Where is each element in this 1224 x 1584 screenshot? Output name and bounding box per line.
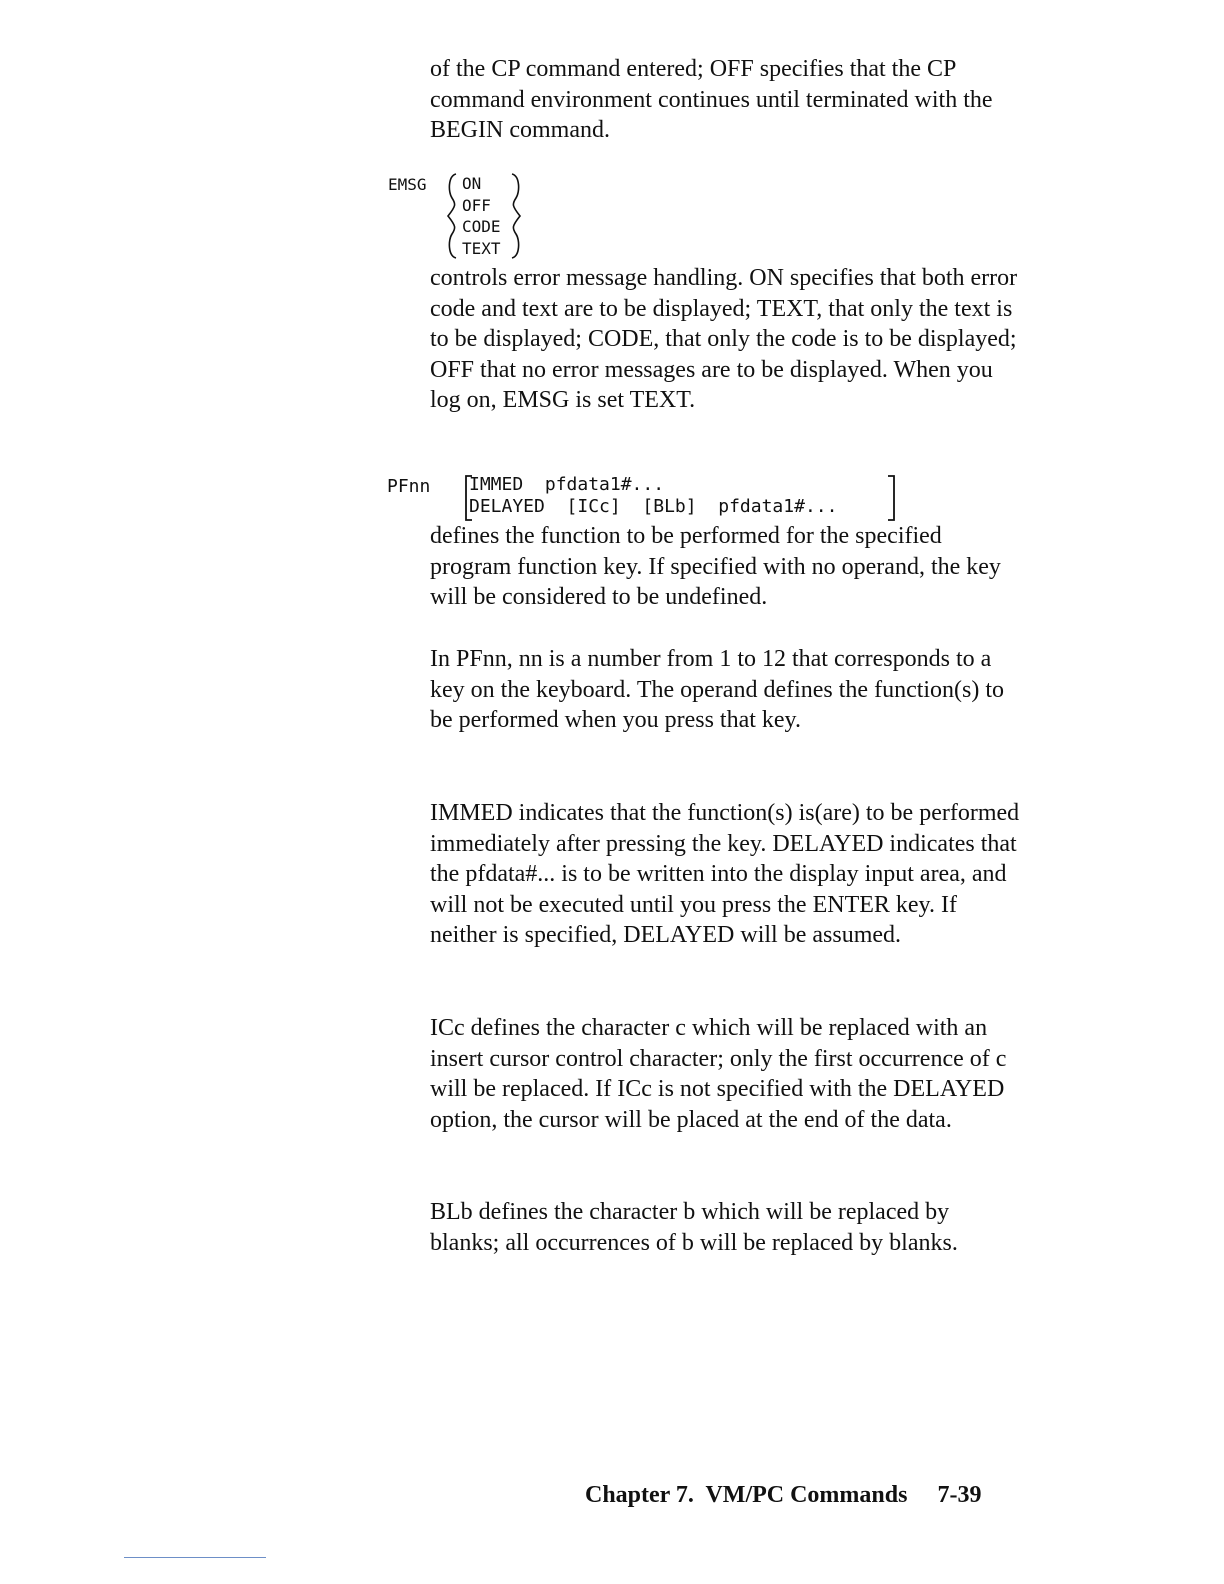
- pfnn-syntax-delayed: DELAYED [ICc] [BLb] pfdata1#...: [469, 496, 838, 517]
- pfnn-description: defines the function to be performed for the specified program function key. If specified with no operand, the key will be considered to be undefined.: [430, 523, 1001, 611]
- footer-chapter: Chapter 7. VM/PC Commands: [585, 1482, 908, 1508]
- pfnn-immed-paragraph: IMMED indicates that the function(s) is(are) to be performed immediately after pressing the key. DELAYED indicates that the pfdata#... is to be written into the display input area, and will not be executed until you press the ENTER key. If neither is specified, DELAYED will be assumed.: [430, 800, 1020, 949]
- emsg-option-code: CODE: [462, 217, 501, 236]
- pfnn-nn-paragraph: In PFnn, nn is a number from 1 to 12 that corresponds to a key on the keyboard. The operand defines the function(s) to be performed when you press that key.: [430, 646, 1005, 734]
- intro-paragraph: of the CP command entered; OFF specifies that the CP command environment continues until terminated with the BEGIN command.: [430, 56, 993, 144]
- emsg-option-on: ON: [462, 174, 482, 193]
- emsg-keyword: EMSG: [388, 175, 427, 194]
- page-footer: [585, 1482, 981, 1509]
- emsg-description: controls error message handling. ON specifies that both error code and text are to be displayed; TEXT, that only the text is to be displayed; CODE, that only the code is to be displayed; OFF that no error messages are to be displayed. When you log on, EMSG is set TEXT.: [430, 265, 1018, 414]
- pfnn-blb-paragraph: BLb defines the character b which will be replaced by blanks; all occurrences of b will be replaced by blanks.: [430, 1199, 958, 1256]
- footer-page-number: 7-39: [937, 1482, 982, 1508]
- pfnn-syntax-immed: IMMED pfdata1#...: [469, 474, 665, 495]
- pfnn-icc-paragraph: ICc defines the character c which will be replaced with an insert cursor control character; only the first occurrence of c will be replaced. If ICc is not specified with the DELAYED option, the cursor will be placed at the end of the data.: [430, 1015, 1007, 1133]
- pfnn-keyword: PFnn: [387, 476, 431, 497]
- emsg-option-off: OFF: [462, 195, 491, 215]
- emsg-options: [462, 173, 501, 259]
- emsg-option-text: TEXT: [462, 238, 501, 258]
- footnote-rule: [124, 1557, 266, 1558]
